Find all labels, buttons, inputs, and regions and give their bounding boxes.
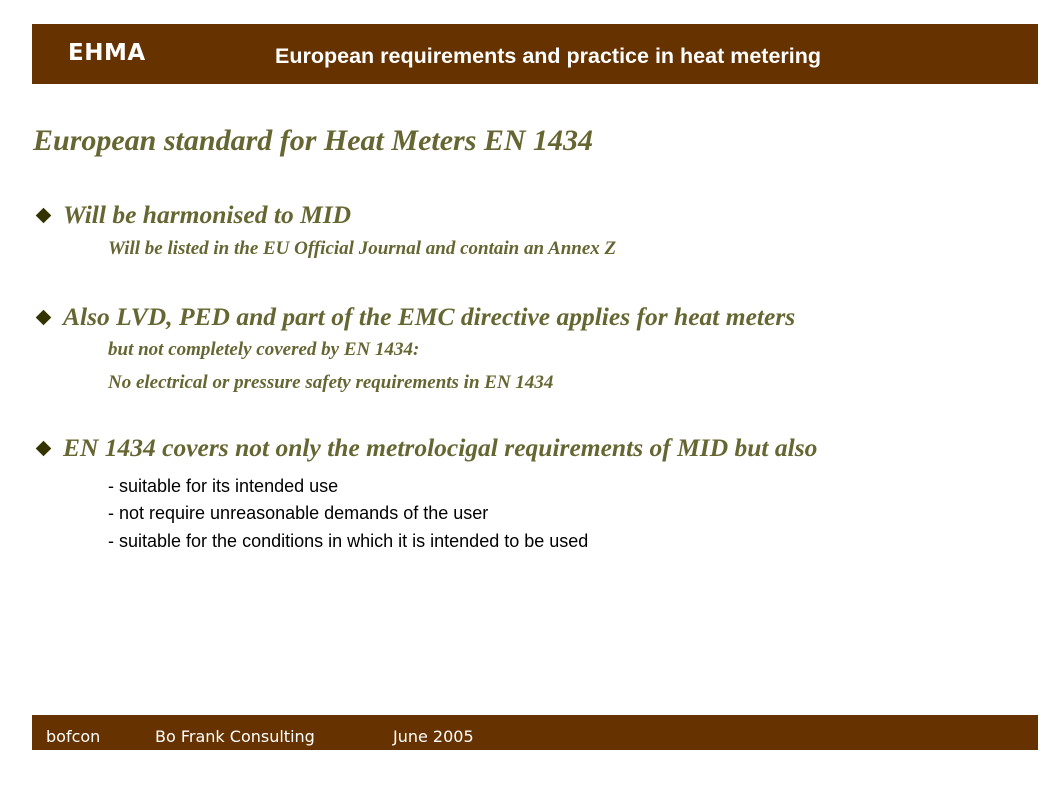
slide-title: European standard for Heat Meters EN 1434 bbox=[33, 124, 594, 157]
diamond-bullet-icon bbox=[36, 441, 52, 457]
bullet-2-text: Also LVD, PED and part of the EMC directive applies for heat meters bbox=[63, 302, 796, 331]
diamond-bullet-icon bbox=[36, 310, 52, 326]
bullet-3-item-3: - suitable for the conditions in which it is intended to be used bbox=[108, 531, 589, 551]
bullet-3-item-2: - not require unreasonable demands of the user bbox=[108, 503, 489, 523]
bullet-2-sub-1: but not completely covered by EN 1434: bbox=[108, 339, 420, 360]
footer-date: June 2005 bbox=[393, 727, 474, 746]
bullet-1-text: Will be harmonised to MID bbox=[63, 200, 352, 229]
bullet-3-text: EN 1434 covers not only the metrolocigal requirements of MID but also bbox=[63, 433, 818, 462]
footer-company-name: Bo Frank Consulting bbox=[155, 727, 315, 746]
footer-company-short: bofcon bbox=[46, 727, 101, 746]
bullet-1 bbox=[34, 200, 351, 230]
bullet-1-sub-1: Will be listed in the EU Official Journal and contain an Annex Z bbox=[108, 238, 617, 259]
diamond-bullet-icon bbox=[36, 208, 52, 224]
header-title: European requirements and practice in heat metering bbox=[275, 44, 822, 68]
header-org: EHMA bbox=[68, 40, 146, 66]
bullet-3-item-1: - suitable for its intended use bbox=[108, 476, 339, 496]
bullet-2-sub-2: No electrical or pressure safety requirements in EN 1434 bbox=[108, 372, 554, 393]
bullet-2 bbox=[34, 302, 795, 332]
bullet-3 bbox=[34, 433, 817, 463]
